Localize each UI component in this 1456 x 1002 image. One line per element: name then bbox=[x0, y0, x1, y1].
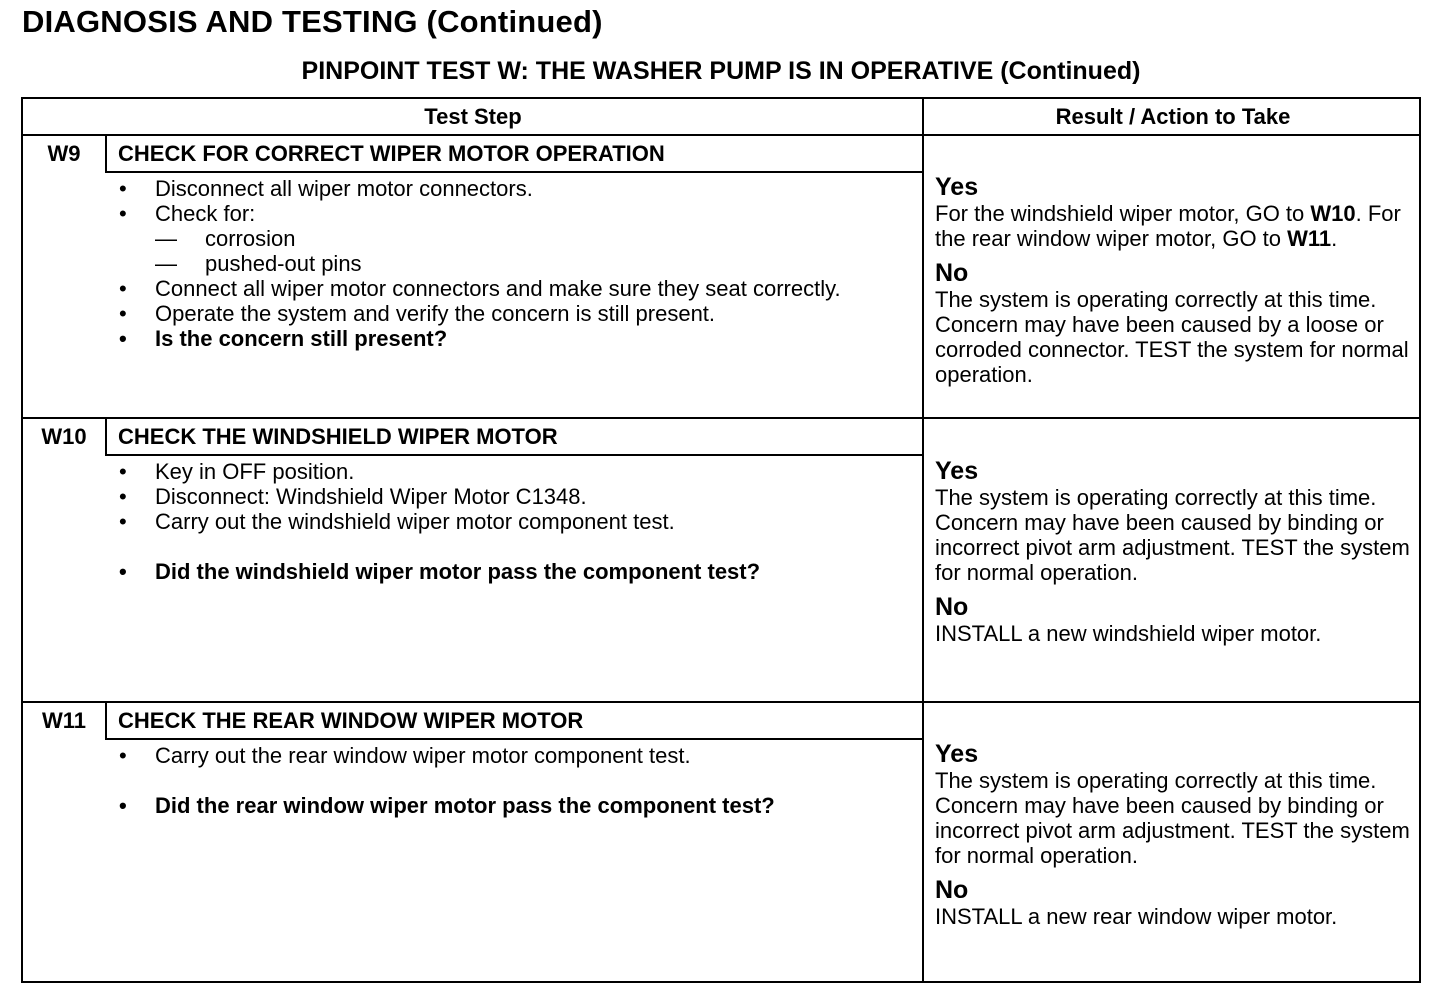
no-label: No bbox=[935, 876, 969, 904]
column-divider bbox=[922, 99, 924, 981]
list-item-question: • Did the rear window wiper motor pass the component test? bbox=[119, 793, 775, 818]
no-label: No bbox=[935, 593, 969, 621]
step-id-divider bbox=[105, 419, 107, 454]
yes-action: The system is operating correctly at this time. Concern may have been caused by binding or incorrect pivot arm adjustment. TEST the system for normal operation. bbox=[935, 485, 1410, 585]
list-item: • Disconnect: Windshield Wiper Motor C1348. bbox=[119, 484, 587, 509]
no-action: The system is operating correctly at this time. Concern may have been caused by a loose or corroded connector. TEST the system for normal operation. bbox=[935, 287, 1409, 387]
no-action: INSTALL a new rear window wiper motor. bbox=[935, 904, 1338, 929]
result-w10 bbox=[935, 457, 1415, 646]
bullet-glyph: • bbox=[119, 743, 127, 768]
result-w9 bbox=[935, 173, 1415, 387]
list-item: • Key in OFF position. bbox=[119, 459, 355, 484]
step-list-w9 bbox=[109, 176, 909, 351]
step-list-w11 bbox=[109, 743, 909, 818]
step-id-w11: W11 bbox=[41, 708, 87, 733]
step-title-w9: CHECK FOR CORRECT WIPER MOTOR OPERATION bbox=[118, 141, 665, 166]
bullet-glyph: • bbox=[119, 326, 127, 351]
bullet-glyph: • bbox=[119, 559, 127, 584]
list-item: • Operate the system and verify the concern is still present. bbox=[119, 301, 716, 326]
step-list-w10 bbox=[109, 459, 909, 584]
step-id-divider bbox=[105, 136, 107, 171]
dash-glyph: — bbox=[155, 226, 177, 251]
step-reference: W11 bbox=[1287, 226, 1332, 251]
pinpoint-test-title: PINPOINT TEST W: THE WASHER PUMP IS IN OPERATIVE (Continued) bbox=[301, 57, 1141, 85]
header-result-action: Result / Action to Take bbox=[1055, 104, 1291, 129]
list-item-question: • Is the concern still present? bbox=[119, 326, 448, 351]
list-item-question: • Did the windshield wiper motor pass the component test? bbox=[119, 559, 761, 584]
dash-glyph: — bbox=[155, 251, 177, 276]
header-test-step: Test Step bbox=[424, 104, 522, 129]
no-label: No bbox=[935, 259, 969, 287]
no-action: INSTALL a new windshield wiper motor. bbox=[935, 621, 1322, 646]
step-id-w10: W10 bbox=[41, 424, 87, 449]
bullet-glyph: • bbox=[119, 509, 127, 534]
bullet-glyph: • bbox=[119, 276, 127, 301]
step-reference: W10 bbox=[1310, 201, 1356, 226]
bullet-glyph: • bbox=[119, 484, 127, 509]
page-title: DIAGNOSIS AND TESTING (Continued) bbox=[22, 4, 603, 39]
list-item: • Carry out the windshield wiper motor component test. bbox=[119, 509, 675, 534]
result-w11 bbox=[935, 740, 1415, 929]
yes-action: The system is operating correctly at this time. Concern may have been caused by binding or incorrect pivot arm adjustment. TEST the system for normal operation. bbox=[935, 768, 1410, 868]
yes-label: Yes bbox=[935, 457, 979, 485]
sub-list bbox=[155, 226, 909, 276]
step-title-underline bbox=[105, 171, 923, 173]
yes-action: For the windshield wiper motor, GO to W10. For the rear window wiper motor, GO to W11. bbox=[935, 201, 1401, 251]
list-item: • Carry out the rear window wiper motor component test. bbox=[119, 743, 691, 768]
list-item: • Disconnect all wiper motor connectors. bbox=[119, 176, 533, 201]
step-title-w11: CHECK THE REAR WINDOW WIPER MOTOR bbox=[118, 708, 584, 733]
step-title-underline bbox=[105, 454, 923, 456]
step-id-w9: W9 bbox=[47, 141, 81, 166]
step-id-divider bbox=[105, 703, 107, 738]
bullet-glyph: • bbox=[119, 301, 127, 326]
sub-list-item: — corrosion bbox=[155, 226, 296, 251]
list-item: • Connect all wiper motor connectors and make sure they seat correctly. bbox=[119, 276, 841, 301]
list-item: • Check for: — corrosion — pushed-out pins bbox=[109, 201, 909, 276]
bullet-glyph: • bbox=[119, 201, 127, 226]
step-title-underline bbox=[105, 738, 923, 740]
sub-list-item: — pushed-out pins bbox=[155, 251, 362, 276]
yes-label: Yes bbox=[935, 740, 979, 768]
yes-label: Yes bbox=[935, 173, 979, 201]
bullet-glyph: • bbox=[119, 459, 127, 484]
step-title-w10: CHECK THE WINDSHIELD WIPER MOTOR bbox=[118, 424, 558, 449]
bullet-glyph: • bbox=[119, 793, 127, 818]
pinpoint-test-table bbox=[21, 97, 1421, 983]
bullet-glyph: • bbox=[119, 176, 127, 201]
